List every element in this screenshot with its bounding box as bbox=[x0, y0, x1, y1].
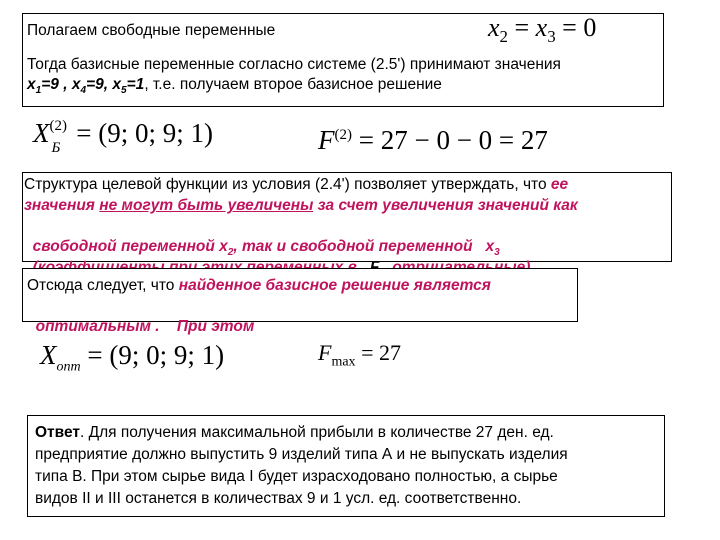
conclusion-line-2: оптимальным . При этом bbox=[35, 318, 255, 335]
max-objective-value: $F_{max} = 27$ bbox=[318, 340, 401, 370]
answer-line-2: предприятие должно выпустить 9 изделий типа А и не выпускать изделия bbox=[35, 446, 568, 463]
structure-line-3: свободной переменной $x_2$, так и свободной переменной $x_3$ bbox=[32, 238, 500, 259]
answer-line-3: типа В. При этом сырье вида I будет израсходовано полностью, а сырье bbox=[35, 468, 558, 485]
second-basic-solution: X (2) Б = (9; 0; 9; 1) bbox=[33, 118, 213, 156]
structure-line-2: значения не могут быть увеличены за счет увеличения значений как bbox=[24, 197, 578, 214]
eq-var-x2: x bbox=[488, 13, 500, 42]
eq-var-x3: x bbox=[535, 13, 548, 42]
conclusion-line-1: Отсюда следует, что найденное базисное решение является bbox=[27, 277, 491, 294]
value-x4: $x_4=9$ bbox=[71, 76, 104, 97]
basic-values-line: $x_1=9$ , $x_4=9$, $x_5=1$, т.е. получаем второе базисное решение bbox=[27, 76, 442, 97]
answer-line-4: видов II и III останется в количествах 9 и 1 усл. ед. соответственно. bbox=[35, 490, 522, 507]
value-x5: $x_5=1$ bbox=[112, 76, 145, 97]
second-objective-value: $F^{(2)} = 27 - 0 - 0 = 27$ bbox=[318, 125, 548, 155]
optimal-solution: $X_{опт} = (9$; 0; 9; 1) bbox=[40, 340, 225, 375]
answer-label: Ответ bbox=[35, 424, 80, 441]
free-variables-equation: $x_2 = x_3 = 0$ bbox=[488, 13, 597, 47]
basic-variables-text: Тогда базисные переменные согласно системе (2.5') принимают значения bbox=[27, 56, 561, 73]
value-x1: $x_1=9$ bbox=[27, 76, 59, 97]
structure-line-1: Структура целевой функции из условия (2.4') позволяет утверждать, что ее bbox=[24, 176, 569, 193]
answer-line-1: Ответ. Для получения максимальной прибыли в количестве 27 ден. ед. bbox=[35, 424, 554, 441]
free-variables-text: Полагаем свободные переменные bbox=[27, 22, 276, 39]
